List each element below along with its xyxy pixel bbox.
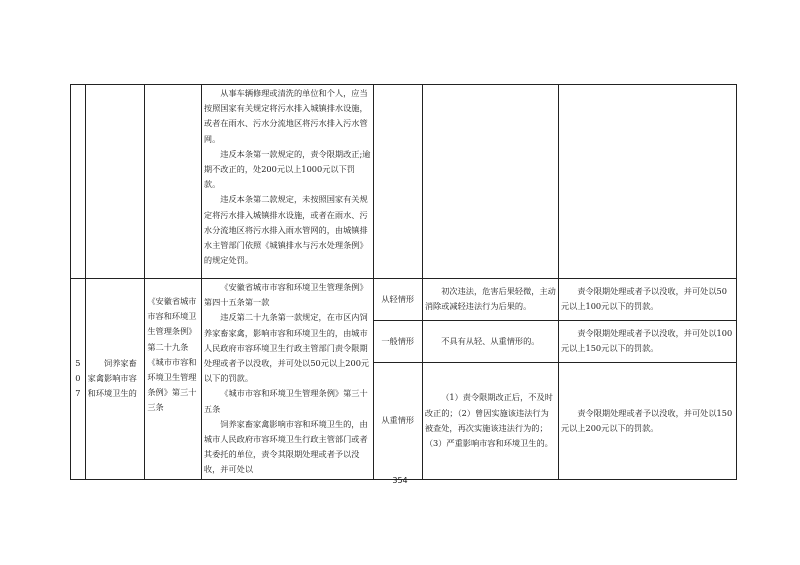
circumstance-description: 不具有从轻、从重情形的。 <box>441 335 540 346</box>
table-row-507-lenient <box>71 279 737 321</box>
penalty-standard-table <box>70 84 737 480</box>
number-cell <box>71 85 86 279</box>
legal-text-paragraph: 《安徽省城市市容和环境卫生管理条例》第四十五条第一款 <box>203 282 368 308</box>
item-name: 饲养家畜家禽影响市容和环境卫生的 <box>87 358 137 399</box>
page-number: 354 <box>392 476 408 485</box>
legal-basis: 《城市市容和环境卫生管理条例》第三十三条 <box>147 356 197 413</box>
legal-text-paragraph: 违反本条第二款规定，未按照国家有关规定将污水排入城镇排水设施，或者在雨水、污水分流地区将污水排入雨水管网的，由城镇排水主管部门依照《城镇排水与污水处理条例》的规定处罚。 <box>203 194 368 266</box>
circumstance-description-cell <box>422 362 558 479</box>
circumstance-label-cell <box>373 320 422 362</box>
penalty-standard: 责令限期处理或者予以没收，并可处以100元以上150元以下的罚款。 <box>560 328 733 354</box>
circumstance-description-cell <box>422 279 558 321</box>
penalty-standard-cell <box>558 279 736 321</box>
circumstance-label: 一般情形 <box>381 335 415 346</box>
legal-text-paragraph: 从事车辆修理或清洗的单位和个人，应当按照国家有关规定将污水排入城镇排水设施，或者在雨水、污水分流地区将污水排入污水管网。 <box>203 88 368 144</box>
penalty-standard: 责令限期处理或者予以没收，并可处以50元以上100元以下的罚款。 <box>560 286 727 312</box>
basis-cell <box>145 85 202 279</box>
legal-text-paragraph: 违反本条第一款规定的，责令限期改正;逾期不改正的，处200元以上1000元以下罚款。 <box>203 148 371 190</box>
basis-cell <box>145 279 202 480</box>
item-number: 507 <box>75 358 81 399</box>
circumstance-description-cell <box>422 85 558 279</box>
circumstance-label: 从轻情形 <box>381 293 415 304</box>
legal-text-paragraph: 《城市市容和环境卫生管理条例》第三十五条 <box>203 388 368 414</box>
legal-text-cell <box>201 279 373 480</box>
item-name-cell <box>85 85 145 279</box>
penalty-standard-cell <box>558 362 736 479</box>
circumstance-description-cell <box>422 320 558 362</box>
item-name-cell <box>85 279 145 480</box>
penalty-standard-cell <box>558 85 736 279</box>
circumstance-cell <box>373 85 422 279</box>
legal-text-cell <box>201 85 373 279</box>
penalty-standard-cell <box>558 320 736 362</box>
legal-text-paragraph: 违反第二十九条第一款规定，在市区内饲养家畜家禽，影响市容和环境卫生的，由城市人民政府市容环境卫生行政主管部门责令限期处理或者予以没收，并可处以50元以上200元以下的罚款。 <box>203 312 370 384</box>
circumstance-label: 从重情形 <box>381 415 415 426</box>
penalty-standard: 责令限期处理或者予以没收，并可处以150元以上200元以下的罚款。 <box>560 407 733 433</box>
continued-table-row <box>71 85 737 279</box>
circumstance-description: 初次违法，危害后果轻微，主动消除或减轻违法行为后果的。 <box>424 286 556 312</box>
legal-text-paragraph: 饲养家畜家禽影响市容和环境卫生的，由城市人民政府市容环境卫生行政主管部门或者其委托的单位，责令其限期处理或者予以没收，并可处以 <box>203 418 368 475</box>
circumstance-label-cell <box>373 279 422 321</box>
number-cell <box>71 279 86 480</box>
legal-basis: 《安徽省城市市容和环境卫生管理条例》第二十九条 <box>147 296 197 352</box>
circumstance-label-cell <box>373 362 422 479</box>
circumstance-description: （1）责令限期改正后，不及时改正的；（2）曾因实施该违法行为被查处，再次实施该违法行为的；（3）严重影响市容和环境卫生的。 <box>424 392 553 448</box>
